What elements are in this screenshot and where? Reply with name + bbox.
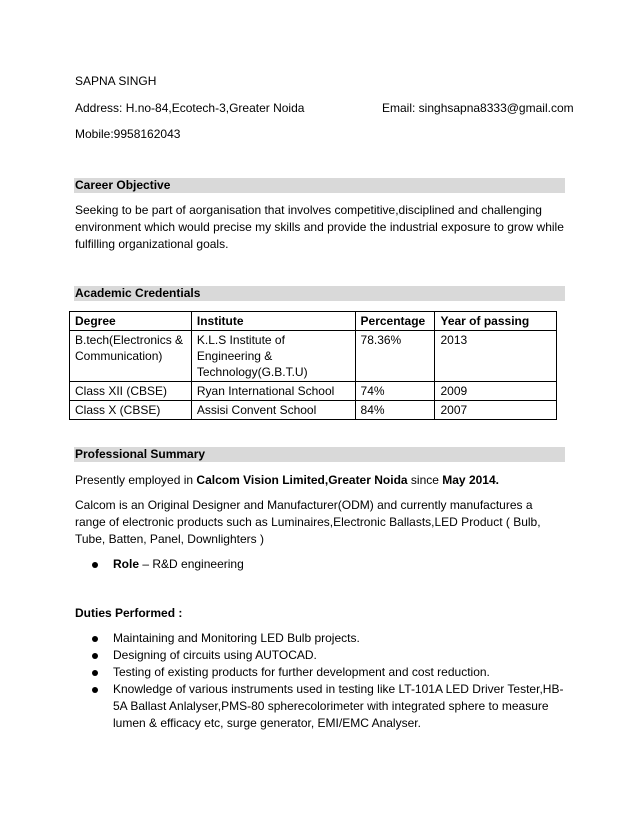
table-row bbox=[70, 382, 557, 401]
employer-name: Calcom Vision Limited,Greater Noida bbox=[196, 473, 408, 487]
duties-list bbox=[75, 630, 565, 732]
duty-text: Knowledge of various instruments used in testing like LT-101A LED Driver Tester,HB-5A Ballast Anlalyser,PMS-80 spherecolorimeter with integrated sphere to measure lumen & efficacy etc, surge generator, EMI/EMC Analyser. bbox=[113, 682, 564, 730]
duties-heading: Duties Performed : bbox=[75, 606, 183, 620]
bullet-icon bbox=[92, 636, 98, 642]
employment-prefix: Presently employed in bbox=[75, 473, 197, 487]
academic-table bbox=[69, 311, 557, 420]
list-item bbox=[75, 647, 565, 664]
column-header: Percentage bbox=[355, 312, 435, 331]
duty-text: Testing of existing products for further development and cost reduction. bbox=[113, 665, 490, 679]
role-list bbox=[75, 556, 565, 573]
list-item bbox=[75, 664, 565, 681]
bullet-icon bbox=[92, 653, 98, 659]
column-header: Year of passing bbox=[435, 312, 557, 331]
since-date: May 2014. bbox=[442, 473, 499, 487]
table-header-row bbox=[70, 312, 557, 331]
bullet-icon bbox=[92, 687, 98, 693]
bullet-icon bbox=[92, 670, 98, 676]
career-objective-heading: Career Objective bbox=[74, 178, 565, 193]
career-objective-text: Seeking to be part of aorganisation that involves competitive,disciplined and challenging environment which would precise my skills and provide the industrial exposure to grow while fulfilling organizational goals. bbox=[75, 203, 564, 251]
table-cell: 78.36% bbox=[355, 331, 435, 382]
table-cell: Ryan International School bbox=[191, 382, 355, 401]
duty-text: Maintaining and Monitoring LED Bulb projects. bbox=[113, 631, 360, 645]
table-cell: Assisi Convent School bbox=[191, 401, 355, 420]
table-cell: K.L.S Institute of Engineering & Technology(G.B.T.U) bbox=[191, 331, 355, 382]
table-cell: 2009 bbox=[435, 382, 557, 401]
role-value: – R&D engineering bbox=[139, 557, 244, 571]
table-row bbox=[70, 401, 557, 420]
bullet-icon bbox=[92, 562, 98, 568]
column-header: Institute bbox=[191, 312, 355, 331]
table-cell: 2007 bbox=[435, 401, 557, 420]
table-cell: 84% bbox=[355, 401, 435, 420]
column-header: Degree bbox=[70, 312, 192, 331]
role-label: Role bbox=[113, 557, 140, 571]
mobile: Mobile:9958162043 bbox=[75, 127, 181, 141]
employment-line bbox=[75, 473, 499, 488]
list-item bbox=[75, 681, 565, 732]
since-word: since bbox=[407, 473, 443, 487]
table-row bbox=[70, 331, 557, 382]
duty-text: Designing of circuits using AUTOCAD. bbox=[113, 648, 317, 662]
email: Email: singhsapna8333@gmail.com bbox=[382, 101, 574, 115]
table-cell: Class XII (CBSE) bbox=[70, 382, 192, 401]
address: Address: H.no-84,Ecotech-3,Greater Noida bbox=[75, 101, 305, 115]
table-cell: 74% bbox=[355, 382, 435, 401]
company-description: Calcom is an Original Designer and Manufacturer(ODM) and currently manufactures a range of electronic products such as Luminaires,Electronic Ballasts,LED Product ( Bulb, Tube, Batten, Panel, Downlighters ) bbox=[75, 498, 541, 546]
professional-summary-heading: Professional Summary bbox=[74, 447, 565, 462]
table-cell: B.tech(Electronics & Communication) bbox=[70, 331, 192, 382]
candidate-name: SAPNA SINGH bbox=[75, 74, 157, 88]
table-cell: Class X (CBSE) bbox=[70, 401, 192, 420]
list-item bbox=[75, 630, 565, 647]
list-item bbox=[75, 556, 565, 573]
academic-credentials-heading: Academic Credentials bbox=[74, 286, 565, 301]
table-cell: 2013 bbox=[435, 331, 557, 382]
